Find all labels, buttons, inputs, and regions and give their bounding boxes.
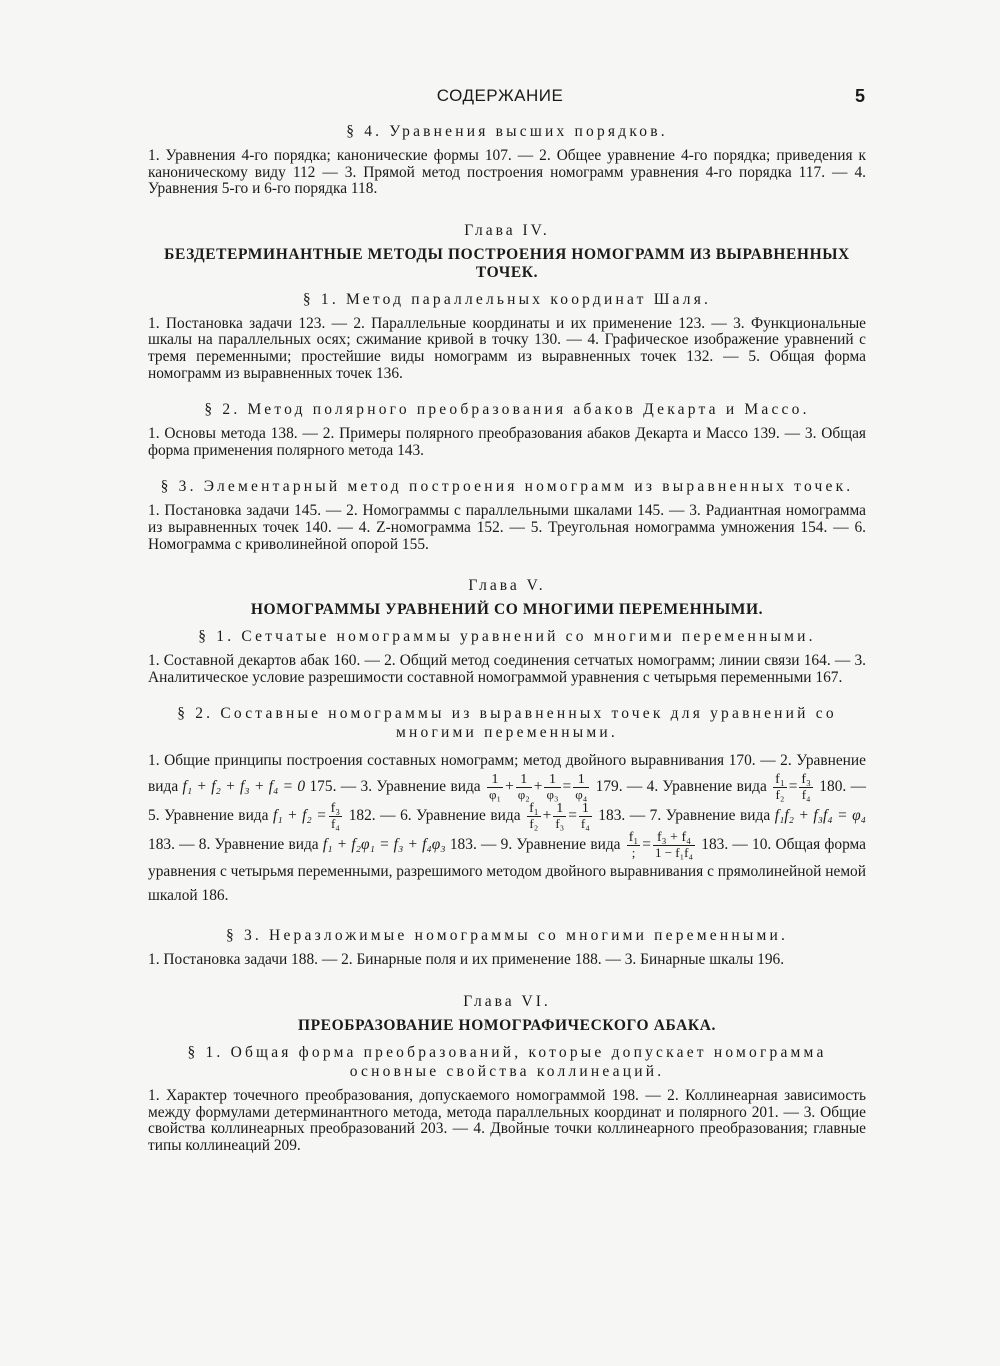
fraction: $\frac{\text{f₁}}{;}$ [628,830,639,861]
table-of-contents [148,122,866,1158]
section-title: § 2. Метод полярного преобразования абаков Декарта и Массо. [204,401,810,419]
section-title: § 1. Метод параллельных координат Шаля. [302,290,712,308]
section-entries: 1. Уравнения 4-го порядка; канонические формы 107. — 2. Общее уравнение 4-го порядка; приведения к каноническому виду 112 — 3. Прямой метод построения номограмм уравнения 4-го порядка 117. — 4. Уравнения 5-го и 6-го порядка 118. [148,147,866,198]
chapter-title: ПРЕОБРАЗОВАНИЕ НОМОГРАФИЧЕСКОГО АБАКА. [297,1016,717,1034]
section-entries-formulas: 1. Общие принципы построения составных номограмм; метод двойного выравнивания 170. — 2. Уравнение вида f₁ + f₂ + f₃ + f₄ = 0 175. — 3. Уравнение вида $\frac{1}{\text{φ₁}}$ + $\frac{1}{\text{φ₂}}$ + $\frac{1}{\text{φ₃}}$ = $\frac{1}{\text{φ₄}}$ 179. — 4. Уравнение вида $\frac{\text{f₁}}{\text{f₂}}$ = $\frac{\text{f₃}}{\text{f₄}}$ 180. — 5. Уравнение вида f₁ + f₂ = $\frac{\text{f₃}}{\text{f₄}}$ 182. — 6. Уравнение вида $\frac{\text{f₁}}{\text{f₂}}$ + $\frac{1}{\text{f₃}}$ = $\frac{1}{\text{f₄}}$ 183. — 7. Уравнение вида f₁f₂ + f₃f₄ = φ₄ 183. — 8. Уравнение вида f₁ + f₂φ₁ = f₃ + f₄φ₃ 183. — 9. Уравнение вида $\frac{\text{f₁}}{;}$ = $\frac{\text{f₃ + f₄}}{\text{1 − f₁f₄}}$ 183. — 10. Общая форма уравнения с четырьмя переменными, разрешимого методом двойного выравнивания с прямолинейной немой шкалой 186. [148,752,867,905]
page-number: 5 [854,86,865,106]
running-title: СОДЕРЖАНИЕ [436,86,564,105]
fraction: $\frac{\text{f₃}}{\text{f₄}}$ [801,772,811,803]
entry-text: 175. — 3. Уравнение вида [309,778,481,796]
fraction: $\frac{1}{\text{f₄}}$ [580,801,590,832]
fraction: $\frac{1}{\text{φ₁}}$ [489,772,502,803]
fraction: $\frac{\text{f₃}}{\text{f₄}}$ [330,801,341,832]
equation: f₁f₂ + f₃f₄ = φ₄ [774,807,866,825]
section-entries: 1. Постановка задачи 188. — 2. Бинарные поля и их применение 188. — 3. Бинарные шкалы 196. [148,951,785,969]
section-title: § 3. Элементарный метод построения номограмм из выравненных точек. [160,478,854,496]
equation: = f₃ + f₄φ₃ [379,836,446,854]
fraction: $\frac{\text{f₁}}{\text{f₂}}$ [775,772,785,803]
section-entries: 1. Основы метода 138. — 2. Примеры полярного преобразования абаков Декарта и Массо 139. — 3. Общая форма применения полярного метода 143. [148,425,866,459]
fraction: $\frac{1}{\text{φ₃}}$ [546,772,559,803]
entry-text: 183. — 10. Общая форма уравнения с четырьмя переменными, разрешимого методом двойного выравнивания с прямолинейной немой шкалой 186. [148,836,867,905]
section-title: § 1. Общая форма преобразований, которые допускает номограмма основные свойства коллинеаций. [187,1043,827,1080]
equation: f₁ + f₂ = [273,807,327,825]
entry-text: 183. — 8. Уравнение вида [148,836,319,854]
chapter-title: БЕЗДЕТЕРМИНАНТНЫЕ МЕТОДЫ ПОСТРОЕНИЯ НОМОГРАММ ИЗ ВЫРАВНЕННЫХ ТОЧЕК. [164,245,850,281]
page-header [0,86,1000,112]
section-entries: 1. Составной декартов абак 160. — 2. Общий метод соединения сетчатых номограмм; линии связи 164. — 3. Аналитическое условие разрешимости составной номограммой уравнения с четырьмя переменными 167. [148,652,866,686]
section-title: § 1. Сетчатые номограммы уравнений со многими переменными. [198,628,816,646]
section-title: § 3. Неразложимые номограммы со многими переменными. [225,927,789,945]
entry-text: 179. — 4. Уравнение вида [595,778,767,796]
section-entries: 1. Характер точечного преобразования, допускаемого номограммой 198. — 2. Коллинеарная зависимость между формулами детерминантного метода, метода параллельных координат и полярного 201. — 3. Общие свойства коллинеарных преобразований 203. — 4. Двойные точки коллинеарного преобразования; главные типы коллинеаций 209. [148,1086,866,1154]
entry-text: 183. — 7. Уравнение вида [598,807,771,825]
fraction: $\frac{\text{f₁}}{\text{f₂}}$ [529,801,539,832]
fraction: $\frac{\text{f₃ + f₄}}{\text{1 − f₁f₄}}$ [654,830,694,861]
entry-text: 182. — 6. Уравнение вида [348,807,521,825]
entry-text: 183. — 9. Уравнение вида [449,836,621,854]
chapter-label: Глава VI. [463,992,551,1010]
fraction: $\frac{1}{\text{φ₂}}$ [517,772,530,803]
entry-text: 180. — 5. Уравнение вида [148,778,866,825]
entry-text: 1. Общие принципы построения составных номограмм; метод двойного выравнивания 170. — 2. Уравнение вида [148,752,866,796]
equation: f₁ + f₂φ₁ [322,836,375,854]
section-entries: 1. Постановка задачи 145. — 2. Номограммы с параллельными шкалами 145. — 3. Радиантная номограмма из выравненных точек 140. — 4. Z-номограмма 152. — 5. Треугольная номограмма умножения 154. — 6. Номограмма с криволинейной опорой 155. [148,502,866,553]
section-entries: 1. Постановка задачи 123. — 2. Параллельные координаты и их применение 123. — 3. Функциональные шкалы на параллельных осях; сжимание кривой в точку 130. — 4. Графическое изображение уравнений с тремя переменными; простейшие виды номограмм из выравненных точек 132. — 5. Общая форма номограмм из выравненных точек 136. [148,314,866,382]
equation: f₁ + f₂ + f₃ + f₄ = 0 [182,778,306,796]
section-title: § 2. Составные номограммы из выравненных точек для уравнений со многими переменными. [177,705,837,742]
chapter-label: Глава IV. [464,221,550,239]
section-title: § 4. Уравнения высших порядков. [346,123,668,140]
fraction: $\frac{1}{\text{φ₄}}$ [575,772,588,803]
chapter-label: Глава V. [468,577,546,595]
fraction: $\frac{1}{\text{f₃}}$ [555,801,565,832]
chapter-title: НОМОГРАММЫ УРАВНЕНИЙ СО МНОГИМИ ПЕРЕМЕННЫМИ. [250,601,764,619]
